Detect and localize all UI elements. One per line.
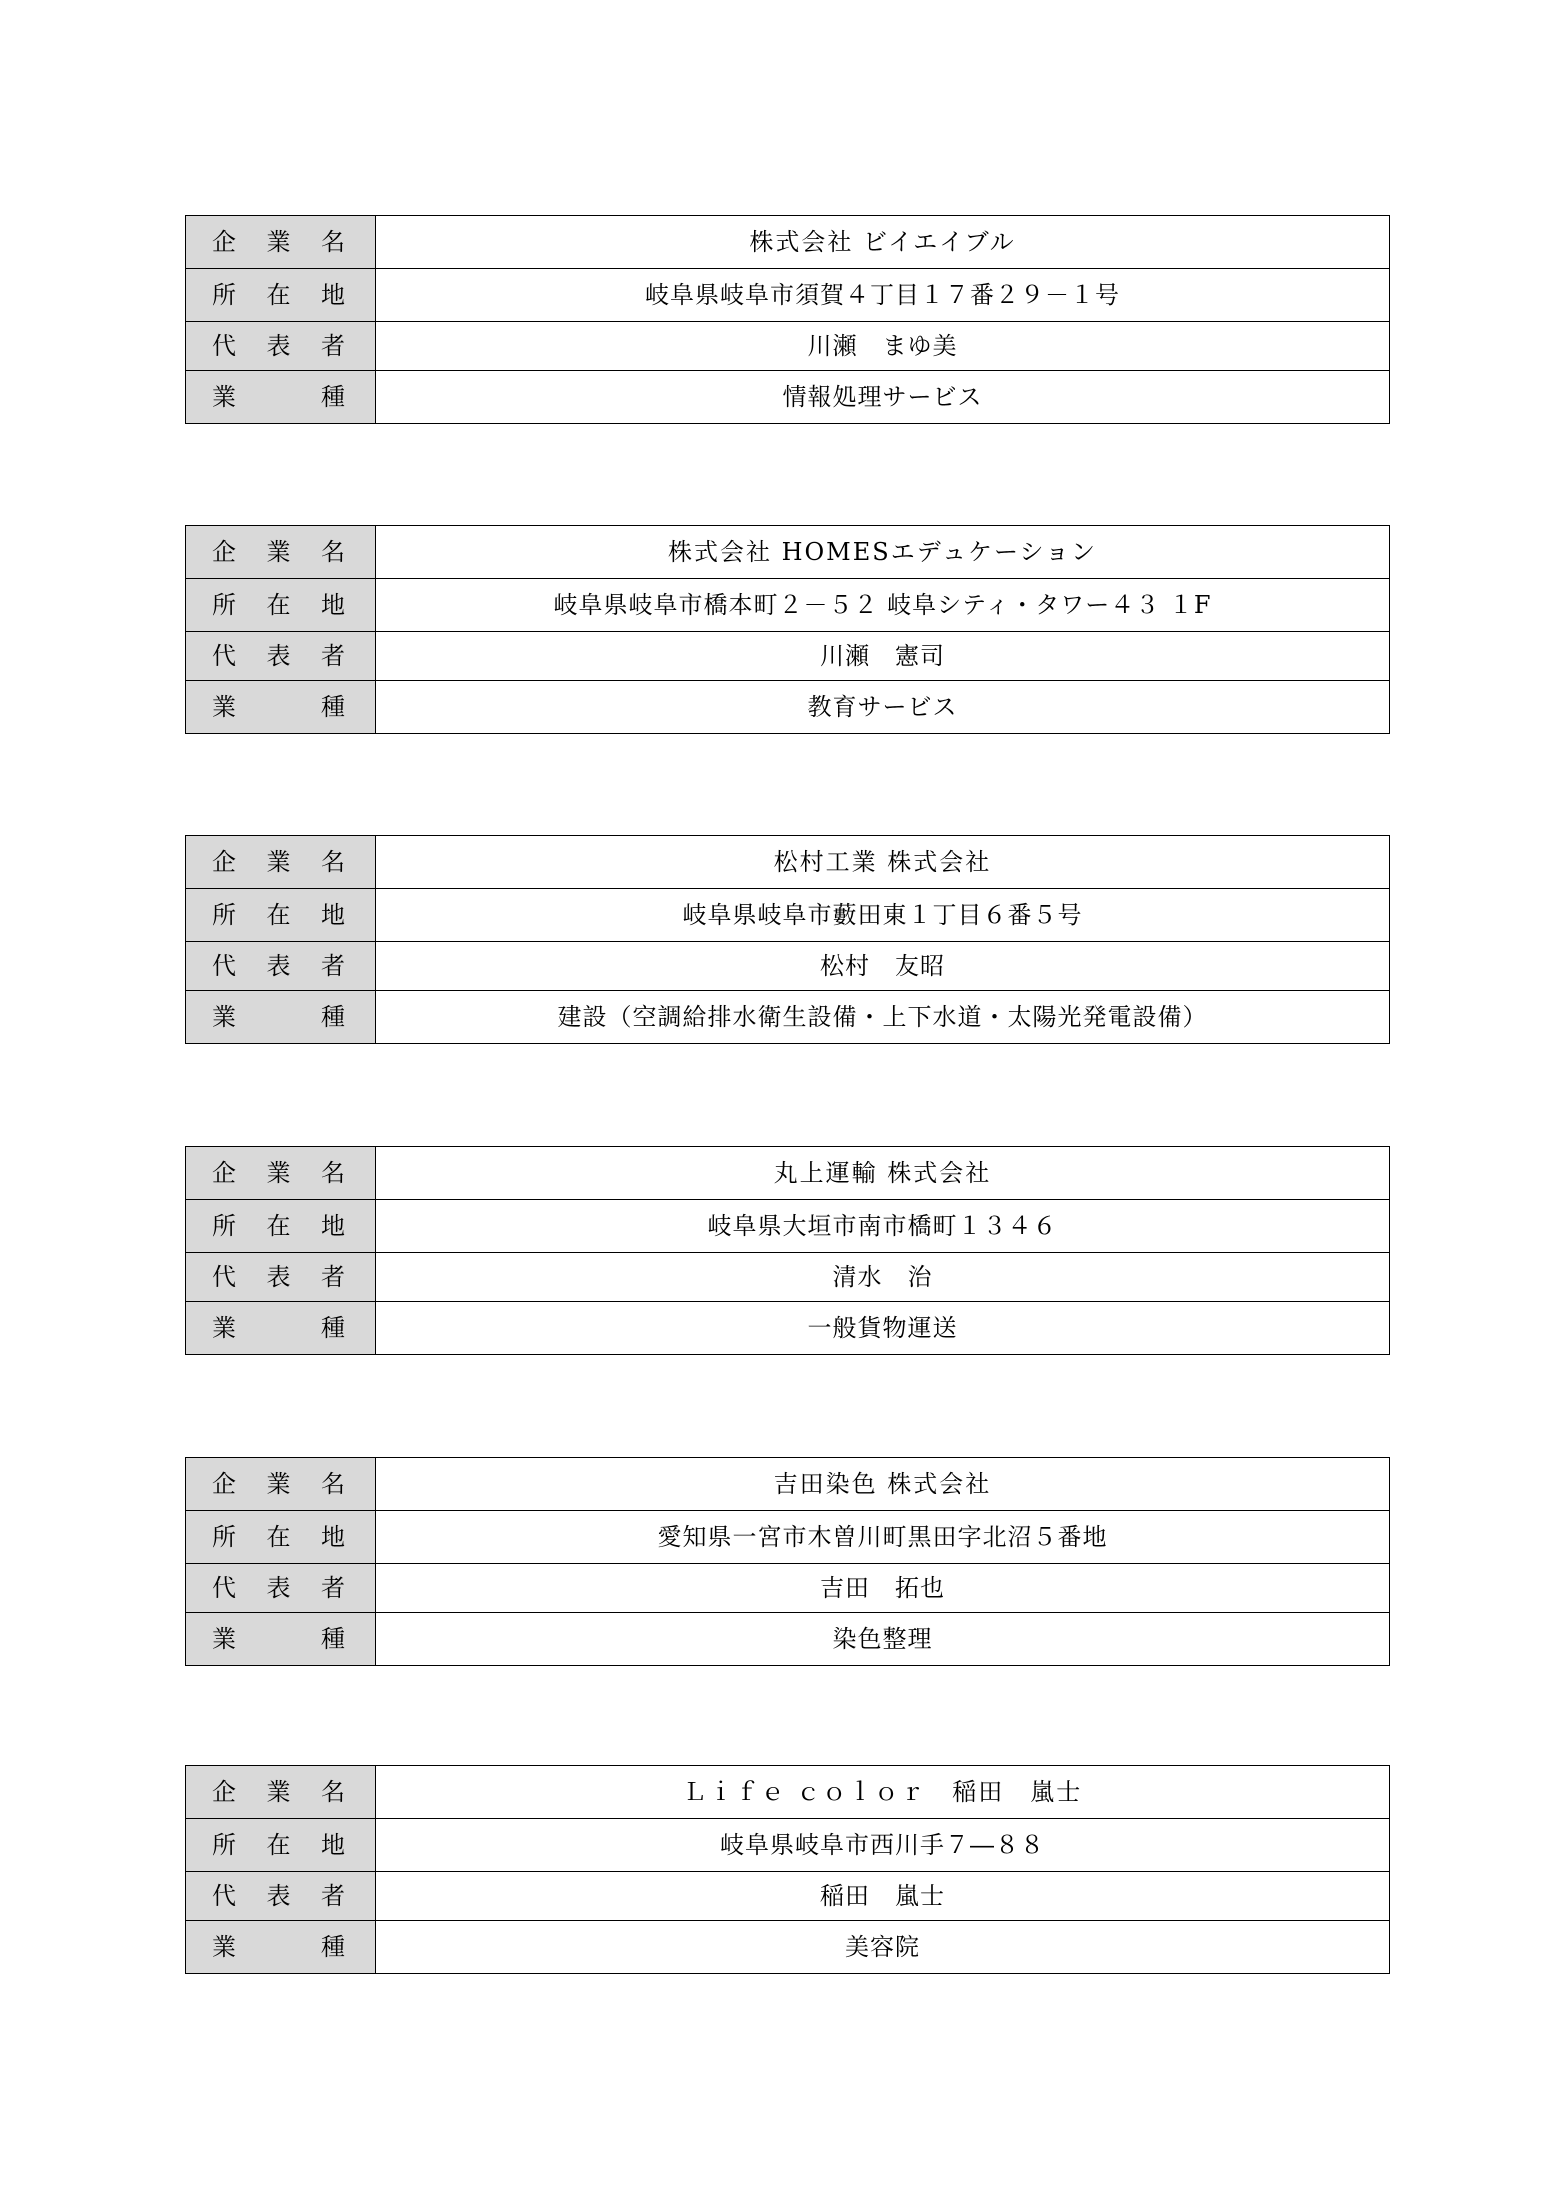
representative-value: 松村 友昭 xyxy=(376,942,1390,991)
company-table xyxy=(185,215,1390,424)
business-value: 美容院 xyxy=(376,1921,1390,1974)
company-name-label: 企業名 xyxy=(186,1147,376,1200)
address-label: 所在地 xyxy=(186,1511,376,1564)
address-value: 岐阜県岐阜市藪田東１丁目６番５号 xyxy=(376,889,1390,942)
representative-label: 代表者 xyxy=(186,322,376,371)
company-name-label: 企業名 xyxy=(186,216,376,269)
business-label: 業種 xyxy=(186,991,376,1044)
company-table xyxy=(185,1457,1390,1666)
business-label: 業種 xyxy=(186,1613,376,1666)
business-value: 一般貨物運送 xyxy=(376,1302,1390,1355)
business-value: 教育サービス xyxy=(376,681,1390,734)
company-name-value: Ｌｉｆｅ ｃｏｌｏｒ 稲田 嵐士 xyxy=(376,1766,1390,1819)
address-label: 所在地 xyxy=(186,1819,376,1872)
business-label: 業種 xyxy=(186,1302,376,1355)
representative-label: 代表者 xyxy=(186,942,376,991)
business-value: 建設（空調給排水衛生設備・上下水道・太陽光発電設備） xyxy=(376,991,1390,1044)
company-name-label: 企業名 xyxy=(186,1458,376,1511)
address-label: 所在地 xyxy=(186,269,376,322)
representative-label: 代表者 xyxy=(186,1564,376,1613)
address-value: 岐阜県岐阜市橋本町２－５２ 岐阜シティ・タワー４３ １F xyxy=(376,579,1390,632)
company-name-value: 丸上運輸 株式会社 xyxy=(376,1147,1390,1200)
company-name-value: 株式会社 HOMESエデュケーション xyxy=(376,526,1390,579)
address-value: 愛知県一宮市木曽川町黒田字北沼５番地 xyxy=(376,1511,1390,1564)
company-table xyxy=(185,835,1390,1044)
company-name-label: 企業名 xyxy=(186,836,376,889)
company-name-value: 松村工業 株式会社 xyxy=(376,836,1390,889)
business-value: 染色整理 xyxy=(376,1613,1390,1666)
representative-label: 代表者 xyxy=(186,1872,376,1921)
address-value: 岐阜県大垣市南市橋町１３４６ xyxy=(376,1200,1390,1253)
company-table xyxy=(185,1146,1390,1355)
representative-label: 代表者 xyxy=(186,632,376,681)
representative-value: 川瀬 憲司 xyxy=(376,632,1390,681)
business-label: 業種 xyxy=(186,1921,376,1974)
representative-value: 川瀬 まゆ美 xyxy=(376,322,1390,371)
address-label: 所在地 xyxy=(186,579,376,632)
representative-value: 稲田 嵐士 xyxy=(376,1872,1390,1921)
company-name-label: 企業名 xyxy=(186,1766,376,1819)
address-value: 岐阜県岐阜市西川手７―８８ xyxy=(376,1819,1390,1872)
representative-value: 清水 治 xyxy=(376,1253,1390,1302)
business-label: 業種 xyxy=(186,371,376,424)
representative-value: 吉田 拓也 xyxy=(376,1564,1390,1613)
address-label: 所在地 xyxy=(186,889,376,942)
company-table xyxy=(185,525,1390,734)
business-label: 業種 xyxy=(186,681,376,734)
company-table xyxy=(185,1765,1390,1974)
company-name-value: 株式会社 ビイエイブル xyxy=(376,216,1390,269)
company-name-label: 企業名 xyxy=(186,526,376,579)
representative-label: 代表者 xyxy=(186,1253,376,1302)
company-name-value: 吉田染色 株式会社 xyxy=(376,1458,1390,1511)
business-value: 情報処理サービス xyxy=(376,371,1390,424)
address-value: 岐阜県岐阜市須賀４丁目１７番２９－１号 xyxy=(376,269,1390,322)
address-label: 所在地 xyxy=(186,1200,376,1253)
